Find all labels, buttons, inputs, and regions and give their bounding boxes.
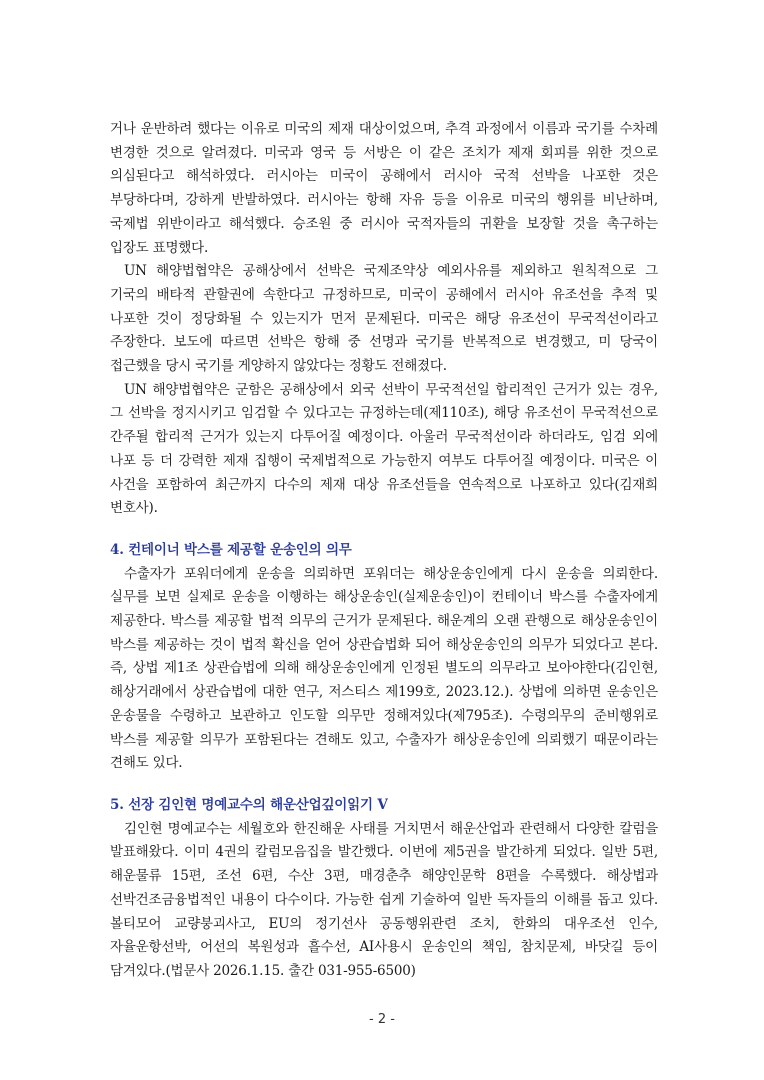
paragraph: 거나 운반하려 했다는 이유로 미국의 제재 대상이었으며, 추격 과정에서 이름과 국기를 수차례 변경한 것으로 알려졌다. 미국과 영국 등 서방은 이 같은 조치가 제재 회피를 위한 것으로 의심된다고 해석하였다. 러시아는 미국이 공해에서 러시아 국적 선박을 나포한 것은 부당하다며, 강하게 반발하였다. 러시아는 항해 자유 등을 이유로 미국의 행위를 비난하며, 국제법 위반이라고 해석했다. 승조원 중 러시아 국적자들의 귀환을 보장할 것을 촉구하는 입장도 표명했다. — [110, 121, 658, 256]
section-heading: 4. 컨테이너 박스를 제공할 운송인의 의무 — [110, 541, 352, 558]
paragraph: UN 해양법협약은 군함은 공해상에서 외국 선박이 무국적선일 합리적인 근거가 있는 경우, 그 선박을 정지시키고 임검할 수 있다고는 규정하는데(제110조), 해당 유조선이 무국적선으로 간주될 합리적 근거가 있는지 다투어질 예정이다. 아울러 무국적선이라 하더라도, 임검 외에 나포 등 더 강력한 제재 집행이 국제법적으로 가능한지 여부도 다투어질 예정이다. 미국은 이 사건을 포함하여 최근까지 다수의 제재 대상 유조선들을 연속적으로 나포하고 있다(김재희 변호사). — [110, 381, 658, 517]
page-number: - 2 - — [369, 1012, 395, 1027]
paragraph: 김인현 명예교수는 세월호와 한진해운 사태를 거치면서 해운산업과 관련해서 다양한 칼럼을 발표해왔다. 이미 4권의 칼럼모음집을 발간했다. 이번에 제5권을 발간하게 되었다. 일반 5편, 해운물류 15편, 조선 6편, 수산 3편, 매경춘추 해양인문학 8편을 수록했다. 해상법과 선박건조금융법적인 내용이 다수이다. 가능한 쉽게 기술하여 일반 독자들의 이해를 돕고 있다. 볼티모어 교량붕괴사고, EU의 정기선사 공동행위관련 조치, 한화의 대우조선 인수, 자율운항선박, 어선의 복원성과 흘수선, AI사용시 운송인의 책임, 참치문제, 바닷길 등이 담겨있다.(법문사 2026.1.15. 출간 031-955-6500) — [110, 820, 658, 979]
document-page — [110, 118, 658, 984]
paragraph: UN 해양법협약은 공해상에서 선박은 국제조약상 예외사유를 제외하고 원칙적으로 그 기국의 배타적 관할권에 속한다고 규정하므로, 미국이 공해에서 러시아 유조선을 추적 및 나포한 것이 정당화될 수 있는지가 먼저 문제된다. 미국은 해당 유조선이 무국적선이라고 주장한다. 보도에 따르면 선박은 항해 중 선명과 국기를 반복적으로 변경했고, 미 당국이 접근했을 당시 국기를 게양하지 않았다는 정황도 전해졌다. — [110, 263, 658, 375]
paragraph: 수출자가 포워더에게 운송을 의뢰하면 포워더는 해상운송인에게 다시 운송을 의뢰한다. 실무를 보면 실제로 운송을 이행하는 해상운송인(실제운송인)이 컨테이너 박스를 수출자에게 제공한다. 박스를 제공할 법적 의무의 근거가 문제된다. 해운계의 오랜 관행으로 해상운송인이 박스를 제공하는 것이 법적 확신을 얻어 상관습법화 되어 해상운송인의 의무가 되었다고 본다. 즉, 상법 제1조 상관습법에 의해 해상운송인에게 인정된 별도의 의무라고 보아야한다(김인현, 해상거래에서 상관습법에 대한 연구, 저스티스 제199호, 2023.12.). 상법에 의하면 운송인은 운송물을 수령하고 보관하고 인도할 의무만 정해져있다(제795조). 수령의무의 준비행위로 박스를 제공할 의무가 포함된다는 견해도 있고, 수출자가 해상운송인에 의뢰했기 때문이라는 견해도 있다. — [110, 565, 658, 772]
section-heading: 5. 선장 김인현 명예교수의 해운산업깊이읽기 V — [110, 796, 388, 813]
